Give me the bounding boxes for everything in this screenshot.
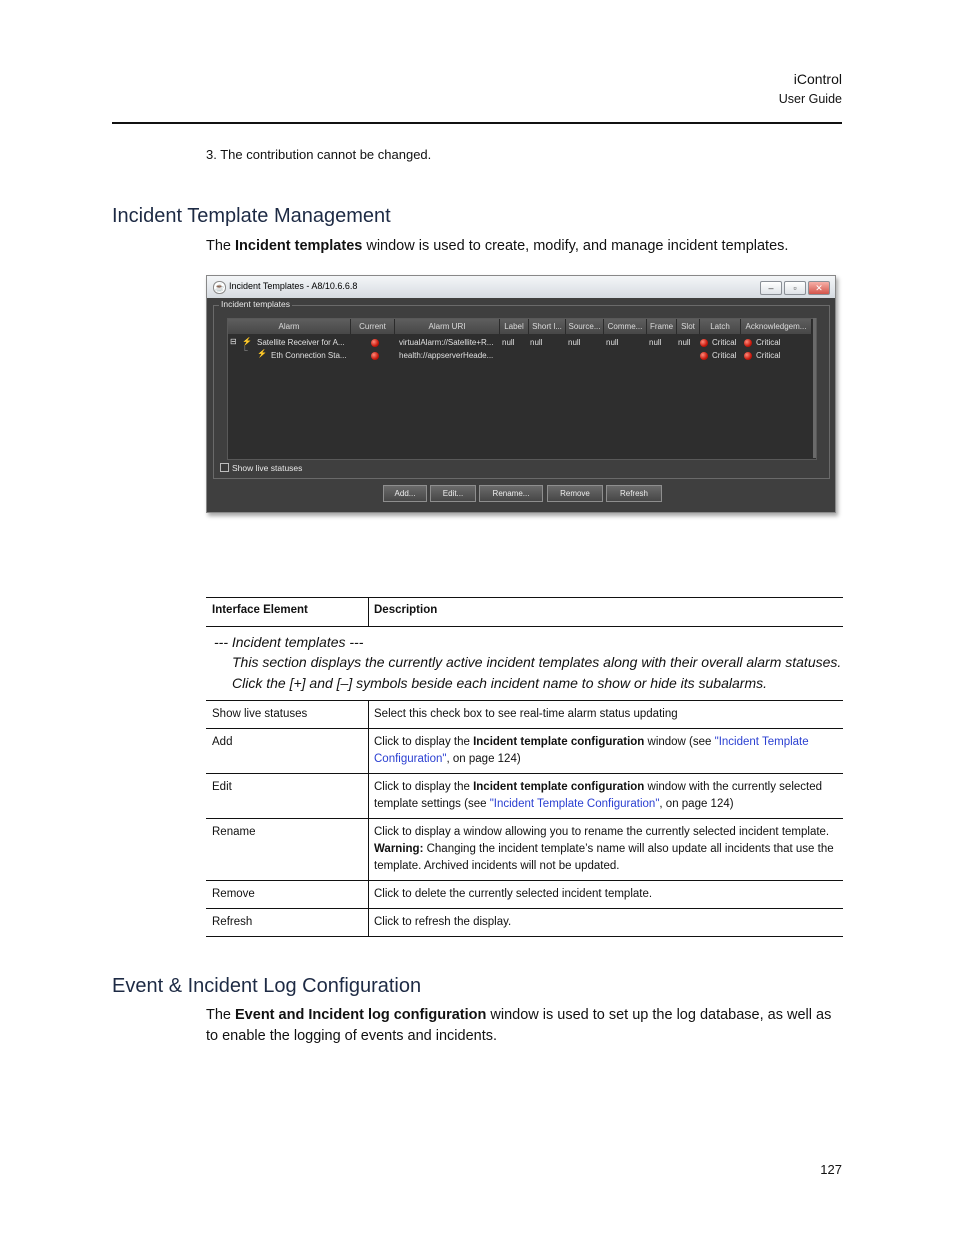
row2-alarm[interactable]: Eth Connection Sta... xyxy=(271,351,347,360)
intro-bold-term: Incident templates xyxy=(235,238,363,254)
row1-short-label: null xyxy=(530,338,543,347)
row1-current-status-icon xyxy=(371,339,379,347)
row1-latch: Critical xyxy=(712,338,737,347)
col-frame[interactable]: Frame xyxy=(647,319,677,334)
templates-table[interactable] xyxy=(227,318,817,460)
row-element: Rename xyxy=(212,826,256,838)
table-row xyxy=(206,909,843,937)
list-note: 3. The contribution cannot be changed. xyxy=(206,147,432,162)
row2-alarm-uri: health://appserverHeade... xyxy=(399,351,494,360)
table-divider xyxy=(368,597,369,626)
header-product: iControl xyxy=(793,71,842,87)
col-alarm-uri[interactable]: Alarm URI xyxy=(395,319,500,334)
alarm-bolt-icon: ⚡ xyxy=(257,349,267,358)
row-element: Show live statuses xyxy=(212,708,308,720)
row1-latch-status-icon xyxy=(700,339,708,347)
col-source[interactable]: Source... xyxy=(566,319,604,334)
row-element: Refresh xyxy=(212,916,253,928)
show-live-statuses-label: Show live statuses xyxy=(232,463,303,473)
java-app-icon: ☕ xyxy=(214,283,225,292)
row-description: Click to delete the currently selected incident template. xyxy=(374,888,653,900)
maximize-icon[interactable]: ▫ xyxy=(784,281,806,295)
show-live-statuses-checkbox[interactable] xyxy=(220,463,229,472)
desc-bold: Warning: xyxy=(374,843,424,855)
table-header-description: Description xyxy=(374,604,438,616)
row2-ack-status-icon xyxy=(744,352,752,360)
row1-alarm-uri: virtualAlarm://Satellite+R... xyxy=(399,338,494,347)
table-header-row xyxy=(206,597,843,627)
section2-intro xyxy=(206,1005,846,1046)
window-title: Incident Templates - A8/10.6.6.8 xyxy=(229,281,358,291)
row1-alarm[interactable]: Satellite Receiver for A... xyxy=(257,338,345,347)
rename-button[interactable]: Rename... xyxy=(479,485,543,502)
intro-text-end: window is used to set up the log database, as well as to enable the logging of events and incidents. xyxy=(206,1007,832,1044)
row-description xyxy=(374,824,840,875)
row2-latch: Critical xyxy=(712,351,737,360)
row1-ack-status-icon xyxy=(744,339,752,347)
remove-button[interactable]: Remove xyxy=(547,485,603,502)
section-heading-event-incident-log: Event & Incident Log Configuration xyxy=(112,975,422,997)
button-row xyxy=(213,481,828,505)
minimize-icon[interactable]: – xyxy=(760,281,782,295)
header-doc-title: User Guide xyxy=(778,92,842,106)
refresh-button[interactable]: Refresh xyxy=(606,485,662,502)
intro-bold-term: Event and Incident log configuration xyxy=(235,1007,487,1023)
row-element: Edit xyxy=(212,781,232,793)
table-row xyxy=(206,774,843,819)
table-divider xyxy=(368,701,369,937)
add-button[interactable]: Add... xyxy=(383,485,427,502)
tree-line: └ xyxy=(242,346,248,355)
alarm-bolt-icon: ⚡ xyxy=(242,337,252,346)
row1-comment: null xyxy=(606,338,619,347)
col-latch[interactable]: Latch xyxy=(700,319,741,334)
incident-templates-window xyxy=(206,275,836,513)
col-comment[interactable]: Comme... xyxy=(604,319,647,334)
col-short-label[interactable]: Short l... xyxy=(529,319,566,334)
table-header-element: Interface Element xyxy=(212,604,308,616)
row-description: Select this check box to see real-time alarm status updating xyxy=(374,708,678,720)
header-rule xyxy=(112,122,842,124)
col-slot[interactable]: Slot xyxy=(677,319,700,334)
row2-current-status-icon xyxy=(371,352,379,360)
row1-label: null xyxy=(502,338,515,347)
close-icon[interactable]: ✕ xyxy=(808,281,830,295)
desc-text: window with the currently selected template settings (see xyxy=(374,781,823,810)
group-label: Incident templates xyxy=(221,299,290,309)
desc-text: window (see xyxy=(644,736,715,748)
intro-text: The xyxy=(206,238,236,254)
page-number: 127 xyxy=(820,1162,842,1177)
table-row xyxy=(206,881,843,909)
window-titlebar xyxy=(207,276,835,298)
intro-text-end: window is used to create, modify, and manage incident templates. xyxy=(362,238,789,254)
row-description xyxy=(374,734,840,768)
table-section-row xyxy=(206,626,843,701)
cross-reference-link[interactable]: "Incident Template Configuration" xyxy=(489,798,660,810)
row-description xyxy=(374,779,840,813)
row1-ack: Critical xyxy=(756,338,781,347)
desc-text: , on page 124) xyxy=(446,753,521,765)
row2-ack: Critical xyxy=(756,351,781,360)
desc-text: , on page 124) xyxy=(659,798,734,810)
section-heading-incident-template-management: Incident Template Management xyxy=(112,205,391,227)
tree-expander-icon[interactable]: ⊟ xyxy=(230,337,237,346)
row1-source: null xyxy=(568,338,581,347)
table-section-desc-line1: This section displays the currently active incident templates along with their overall alarm statuses. xyxy=(232,654,842,670)
col-label[interactable]: Label xyxy=(500,319,529,334)
cross-reference-link[interactable]: "Incident Template Configuration" xyxy=(374,736,809,765)
desc-text: Changing the incident template’s name will also update all incidents that use the template. Archived incidents will not be updated. xyxy=(374,843,834,872)
table-row xyxy=(206,819,843,881)
desc-bold: Incident template configuration xyxy=(473,736,645,748)
col-current[interactable]: Current xyxy=(351,319,395,334)
intro-text: The xyxy=(206,1007,236,1023)
row-description: Click to refresh the display. xyxy=(374,916,512,928)
row1-slot: null xyxy=(678,338,691,347)
table-section-title: --- Incident templates --- xyxy=(214,634,364,650)
section1-intro xyxy=(206,236,846,257)
row-element: Add xyxy=(212,736,233,748)
table-row xyxy=(206,701,843,729)
table-row xyxy=(206,729,843,774)
edit-button[interactable]: Edit... xyxy=(430,485,476,502)
row2-latch-status-icon xyxy=(700,352,708,360)
row-element: Remove xyxy=(212,888,255,900)
desc-bold: Incident template configuration xyxy=(473,781,645,793)
desc-text: Click to display the xyxy=(374,781,474,793)
table-section-desc-line2: Click the [+] and [–] symbols beside each incident name to show or hide its subalarms. xyxy=(232,675,767,691)
desc-text: Click to display a window allowing you to rename the currently selected incident template. xyxy=(374,826,830,838)
desc-text: Click to display the xyxy=(374,736,474,748)
row1-frame: null xyxy=(649,338,662,347)
col-acknowledgement[interactable]: Acknowledgem... xyxy=(741,319,812,334)
col-alarm[interactable]: Alarm xyxy=(228,319,351,334)
vertical-scrollbar[interactable] xyxy=(813,318,816,458)
